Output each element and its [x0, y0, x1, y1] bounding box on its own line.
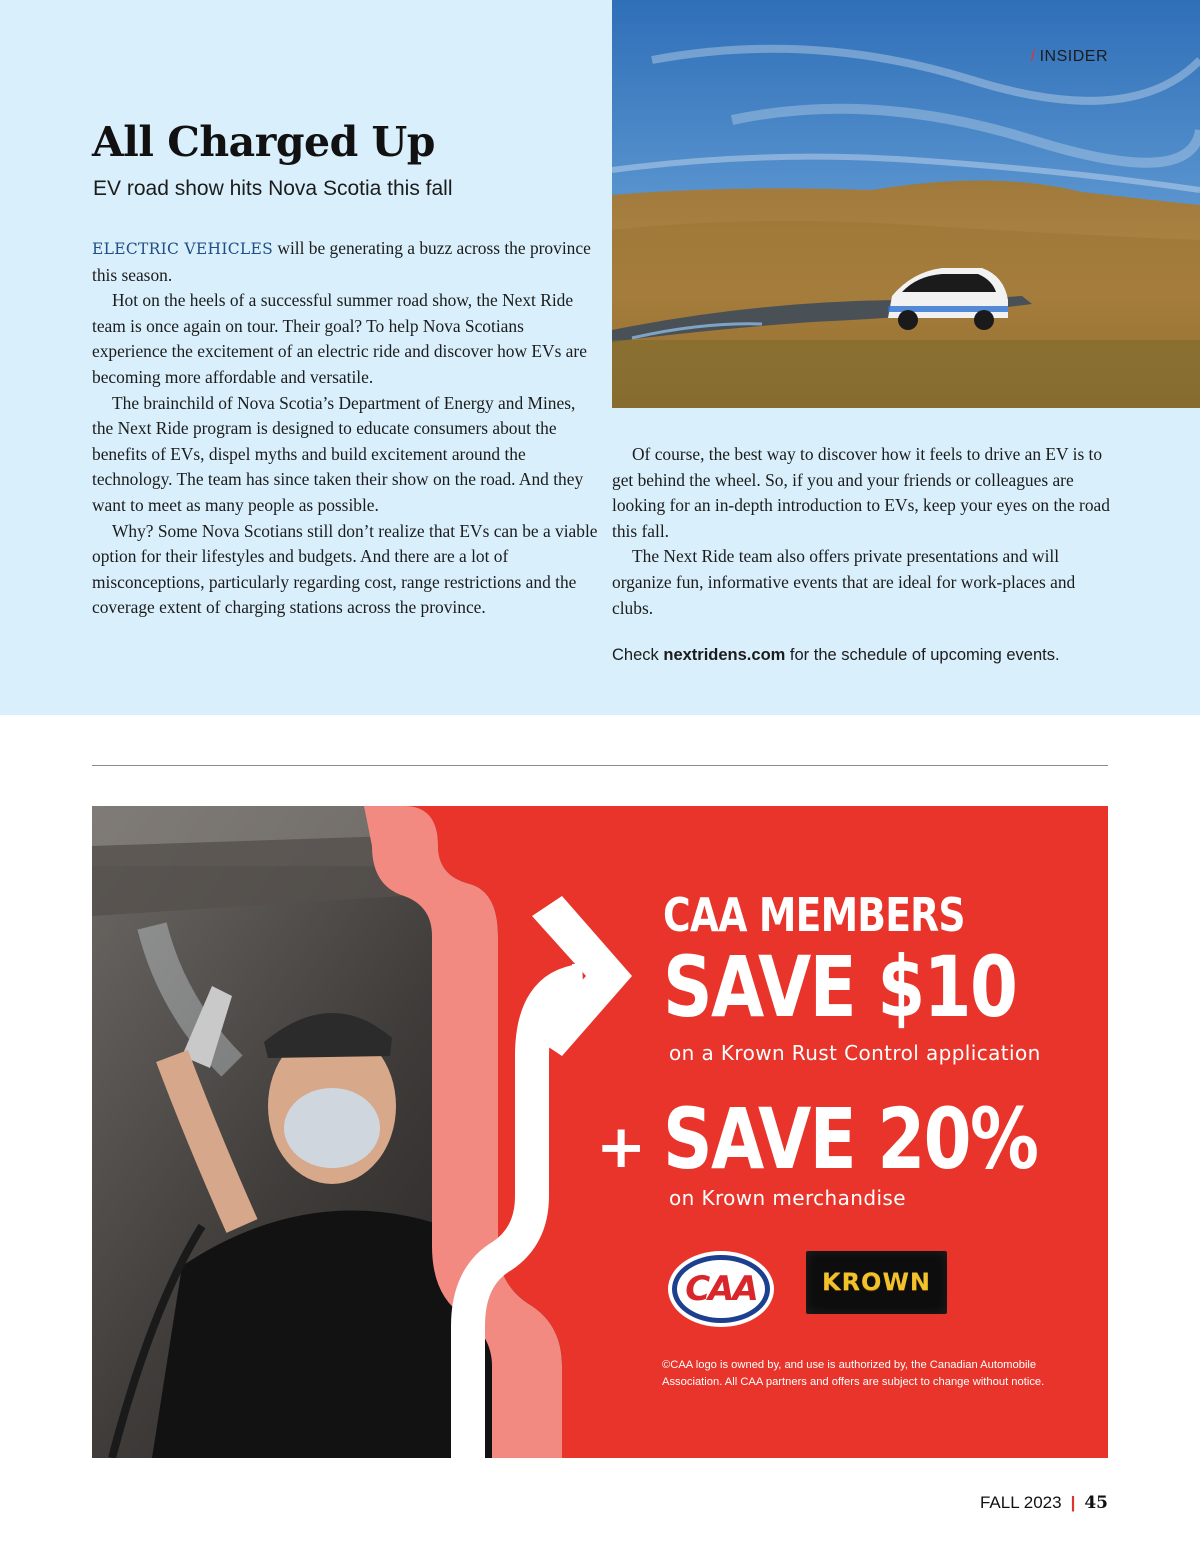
- ad-offer-save-20: SAVE 20%: [663, 1090, 1038, 1188]
- cta-prefix: Check: [612, 646, 664, 664]
- caa-logo-text: CAA: [685, 1269, 757, 1309]
- krown-logo-icon: [806, 1251, 947, 1314]
- paragraph-1-text: will be generating a buzz across the province this season.: [92, 238, 591, 285]
- article-cta: [612, 646, 1060, 665]
- section-divider: [92, 765, 1108, 766]
- article-column-left: [92, 236, 600, 621]
- folio-separator: |: [1070, 1493, 1076, 1512]
- ad-offer-save-10: SAVE $10: [663, 938, 1017, 1036]
- cta-suffix: for the schedule of upcoming events.: [785, 646, 1060, 664]
- section-label: INSIDER: [1039, 48, 1108, 65]
- page-folio: [980, 1493, 1108, 1513]
- krown-caa-ad[interactable]: [92, 806, 1108, 1458]
- issue-label: FALL 2023: [979, 1493, 1062, 1512]
- section-slash: /: [1030, 48, 1036, 65]
- article-paragraph-1: [92, 236, 600, 288]
- article-panel: [0, 0, 1200, 715]
- hero-photo-ev-in-field: [612, 0, 1200, 408]
- article-paragraph-5: Of course, the best way to discover how it feels to drive an EV is to get behind the wheel. So, if you and your friends or colleagues are looking for an in-depth introduction to EVs, keep your eyes on the road this fall.: [612, 444, 1110, 541]
- article-paragraph-4: Why? Some Nova Scotians still don’t realize that EVs can be a viable option for their lifestyles and budgets. And there are a lot of misconceptions, particularly regarding cost, range restrictions and the coverage extent of charging stations across the province.: [92, 520, 598, 618]
- ad-offer-2-detail: on Krown merchandise: [669, 1186, 906, 1210]
- section-tag: [1031, 48, 1108, 66]
- krown-logo-text: KROWN: [821, 1268, 932, 1296]
- ad-legal-disclaimer: ©CAA logo is owned by, and use is authorized by, the Canadian Automobile Association. All CAA partners and offers are subject to change without notice.: [662, 1359, 1045, 1388]
- cta-link[interactable]: nextridens.com: [663, 646, 786, 664]
- article-paragraph-6: The Next Ride team also offers private presentations and will organize fun, informative events that are ideal for work-places and clubs.: [612, 546, 1076, 618]
- ad-plus-sign: +: [596, 1112, 647, 1182]
- ad-offer-1-detail: on a Krown Rust Control application: [669, 1041, 1041, 1065]
- lead-in: ELECTRIC VEHICLES: [92, 240, 274, 258]
- article-column-right: [612, 442, 1112, 621]
- page-number: 45: [1084, 1493, 1108, 1513]
- article-paragraph-3: The brainchild of Nova Scotia’s Department of Energy and Mines, the Next Ride program is designed to educate consumers about the benefits of EVs, dispel myths and build excitement around the technology. The team has since taken their show on the road. And they want to meet as many people as possible.: [92, 392, 584, 515]
- ad-headline-members: CAA MEMBERS: [663, 888, 965, 942]
- article-headline: All Charged Up: [92, 118, 435, 166]
- article-deck: EV road show hits Nova Scotia this fall: [93, 177, 453, 200]
- landscape-image: [612, 0, 1200, 408]
- caa-logo-icon: [666, 1249, 776, 1329]
- article-paragraph-2: Hot on the heels of a successful summer road show, the Next Ride team is once again on tour. Their goal? To help Nova Scotians experience the excitement of an electric ride and discover how EVs are becoming more affordable and versatile.: [92, 290, 587, 387]
